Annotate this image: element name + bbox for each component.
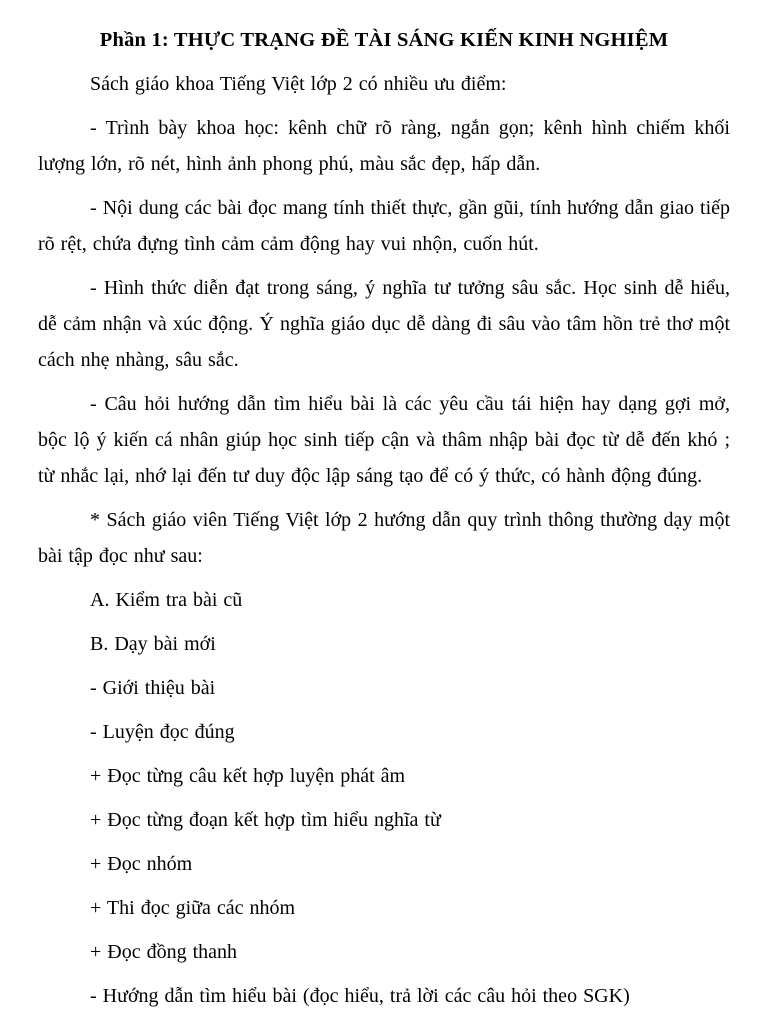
list-item-choral-reading: + Đọc đồng thanh [90, 941, 238, 963]
paragraph-advantage-expression: - Hình thức diễn đạt trong sáng, ý nghĩa tư tưởng sâu sắc. Học sinh dễ hiểu, dễ cảm nhận và xúc động. Ý nghĩa giáo dục dễ dàng đi sâu vào tâm hồn trẻ thơ một cách nhẹ nhàng, sâu sắc. [38, 277, 730, 371]
list-item-reading-contest: + Thi đọc giữa các nhóm [90, 897, 296, 919]
list-item-practice-correct-reading: - Luyện đọc đúng [90, 721, 235, 743]
list-item-read-each-passage: + Đọc từng đoạn kết hợp tìm hiểu nghĩa từ [90, 809, 441, 831]
paragraph-advantage-questions: - Câu hỏi hướng dẫn tìm hiểu bài là các yêu cầu tái hiện hay dạng gợi mở, bộc lộ ý kiến cá nhân giúp học sinh tiếp cận và thâm nhập bài đọc từ dễ đến khó ; từ nhắc lại, nhớ lại đến tư duy độc lập sáng tạo để có ý thức, có hành động đúng. [38, 393, 730, 487]
page-title: Phần 1: THỰC TRẠNG ĐỀ TÀI SÁNG KIẾN KINH NGHIỆM [99, 29, 669, 51]
paragraph-intro: Sách giáo khoa Tiếng Việt lớp 2 có nhiều ưu điểm: [90, 73, 507, 95]
list-item-read-each-sentence: + Đọc từng câu kết hợp luyện phát âm [90, 765, 406, 787]
paragraph-advantage-content: - Nội dung các bài đọc mang tính thiết thực, gần gũi, tính hướng dẫn giao tiếp rõ rệt, chứa đựng tình cảm cảm động hay vui nhộn, cuốn hút. [38, 197, 730, 255]
list-item-comprehension-guide: - Hướng dẫn tìm hiểu bài (đọc hiểu, trả lời các câu hỏi theo SGK) [90, 985, 630, 1007]
list-item-group-reading: + Đọc nhóm [90, 853, 193, 875]
paragraph-teacher-book-intro: * Sách giáo viên Tiếng Việt lớp 2 hướng dẫn quy trình thông thường dạy một bài tập đọc như sau: [38, 509, 730, 567]
paragraph-advantage-presentation: - Trình bày khoa học: kênh chữ rõ ràng, ngắn gọn; kênh hình chiếm khối lượng lớn, rõ nét, hình ảnh phong phú, màu sắc đẹp, hấp dẫn. [38, 117, 730, 175]
list-item-introduce-lesson: - Giới thiệu bài [90, 677, 216, 699]
list-item-check-old-lesson: A. Kiểm tra bài cũ [90, 589, 243, 611]
list-item-new-lesson: B. Dạy bài mới [90, 633, 216, 655]
